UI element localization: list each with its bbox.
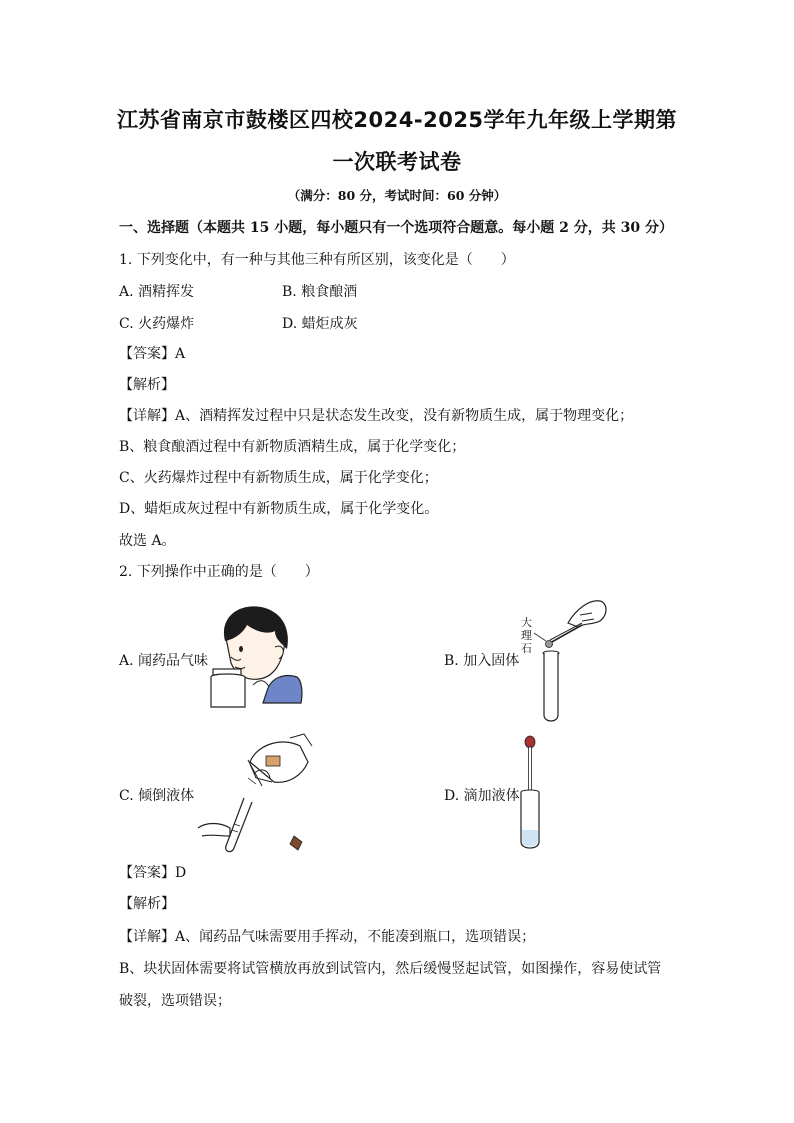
drop-liquid-figure [516,734,546,852]
section-header: 一、选择题（本题共 15 小题，每小题只有一个选项符合题意。每小题 2 分，共 30 分） [119,220,673,236]
q1-option-a: A. 酒精挥发 [119,284,195,300]
q2-option-b: B. 加入固体 [444,653,520,669]
q2-option-c: C. 倾倒液体 [119,788,195,804]
q1-detail-1: 【详解】A、酒精挥发过程中只是状态发生改变，没有新物质生成，属于物理变化； [119,408,634,424]
label-marble-1: 大 [521,616,532,629]
pour-liquid-figure [196,732,316,854]
exam-info: （满分：80 分，考试时间：60 分钟） [287,188,507,203]
q2-answer: 【答案】D [119,865,187,881]
page-title-line-1: 江苏省南京市鼓楼区四校2024-2025学年九年级上学期第 [116,108,678,132]
q1-answer: 【答案】A [119,346,186,362]
q2-detail-3: 破裂，选项错误； [119,993,231,1009]
q2-stem: 2. 下列操作中正确的是（ ） [119,564,319,580]
page-title-line-2: 一次联考试卷 [332,150,462,174]
q2-detail-1: 【详解】A、闻药品气味需要用手挥动，不能凑到瓶口，选项错误； [119,929,536,945]
add-solid-figure [532,593,612,725]
q1-detail-4: D、蜡炬成灰过程中有新物质生成，属于化学变化。 [119,501,439,517]
q2-option-a: A. 闻药品气味 [119,653,209,669]
q1-detail-3: C、火药爆炸过程中有新物质生成，属于化学变化； [119,470,438,486]
q1-conclusion: 故选 A。 [119,533,176,549]
q1-stem: 1. 下列变化中，有一种与其他三种有所区别，该变化是（ ） [119,252,515,268]
q1-option-d: D. 蜡炬成灰 [282,316,358,332]
q1-option-c: C. 火药爆炸 [119,316,195,332]
label-marble-3: 石 [521,642,532,655]
q2-option-d: D. 滴加液体 [444,788,520,804]
q1-detail-2: B、粮食酿酒过程中有新物质酒精生成，属于化学变化； [119,439,466,455]
smell-figure [205,603,305,709]
q2-detail-2: B、块状固体需要将试管横放再放到试管内，然后缓慢竖起试管，如图操作，容易使试管 [119,961,662,977]
q2-analysis-label: 【解析】 [119,896,175,912]
label-marble-2: 理 [521,629,532,642]
q1-analysis-label: 【解析】 [119,377,175,393]
q1-option-b: B. 粮食酿酒 [282,284,358,300]
